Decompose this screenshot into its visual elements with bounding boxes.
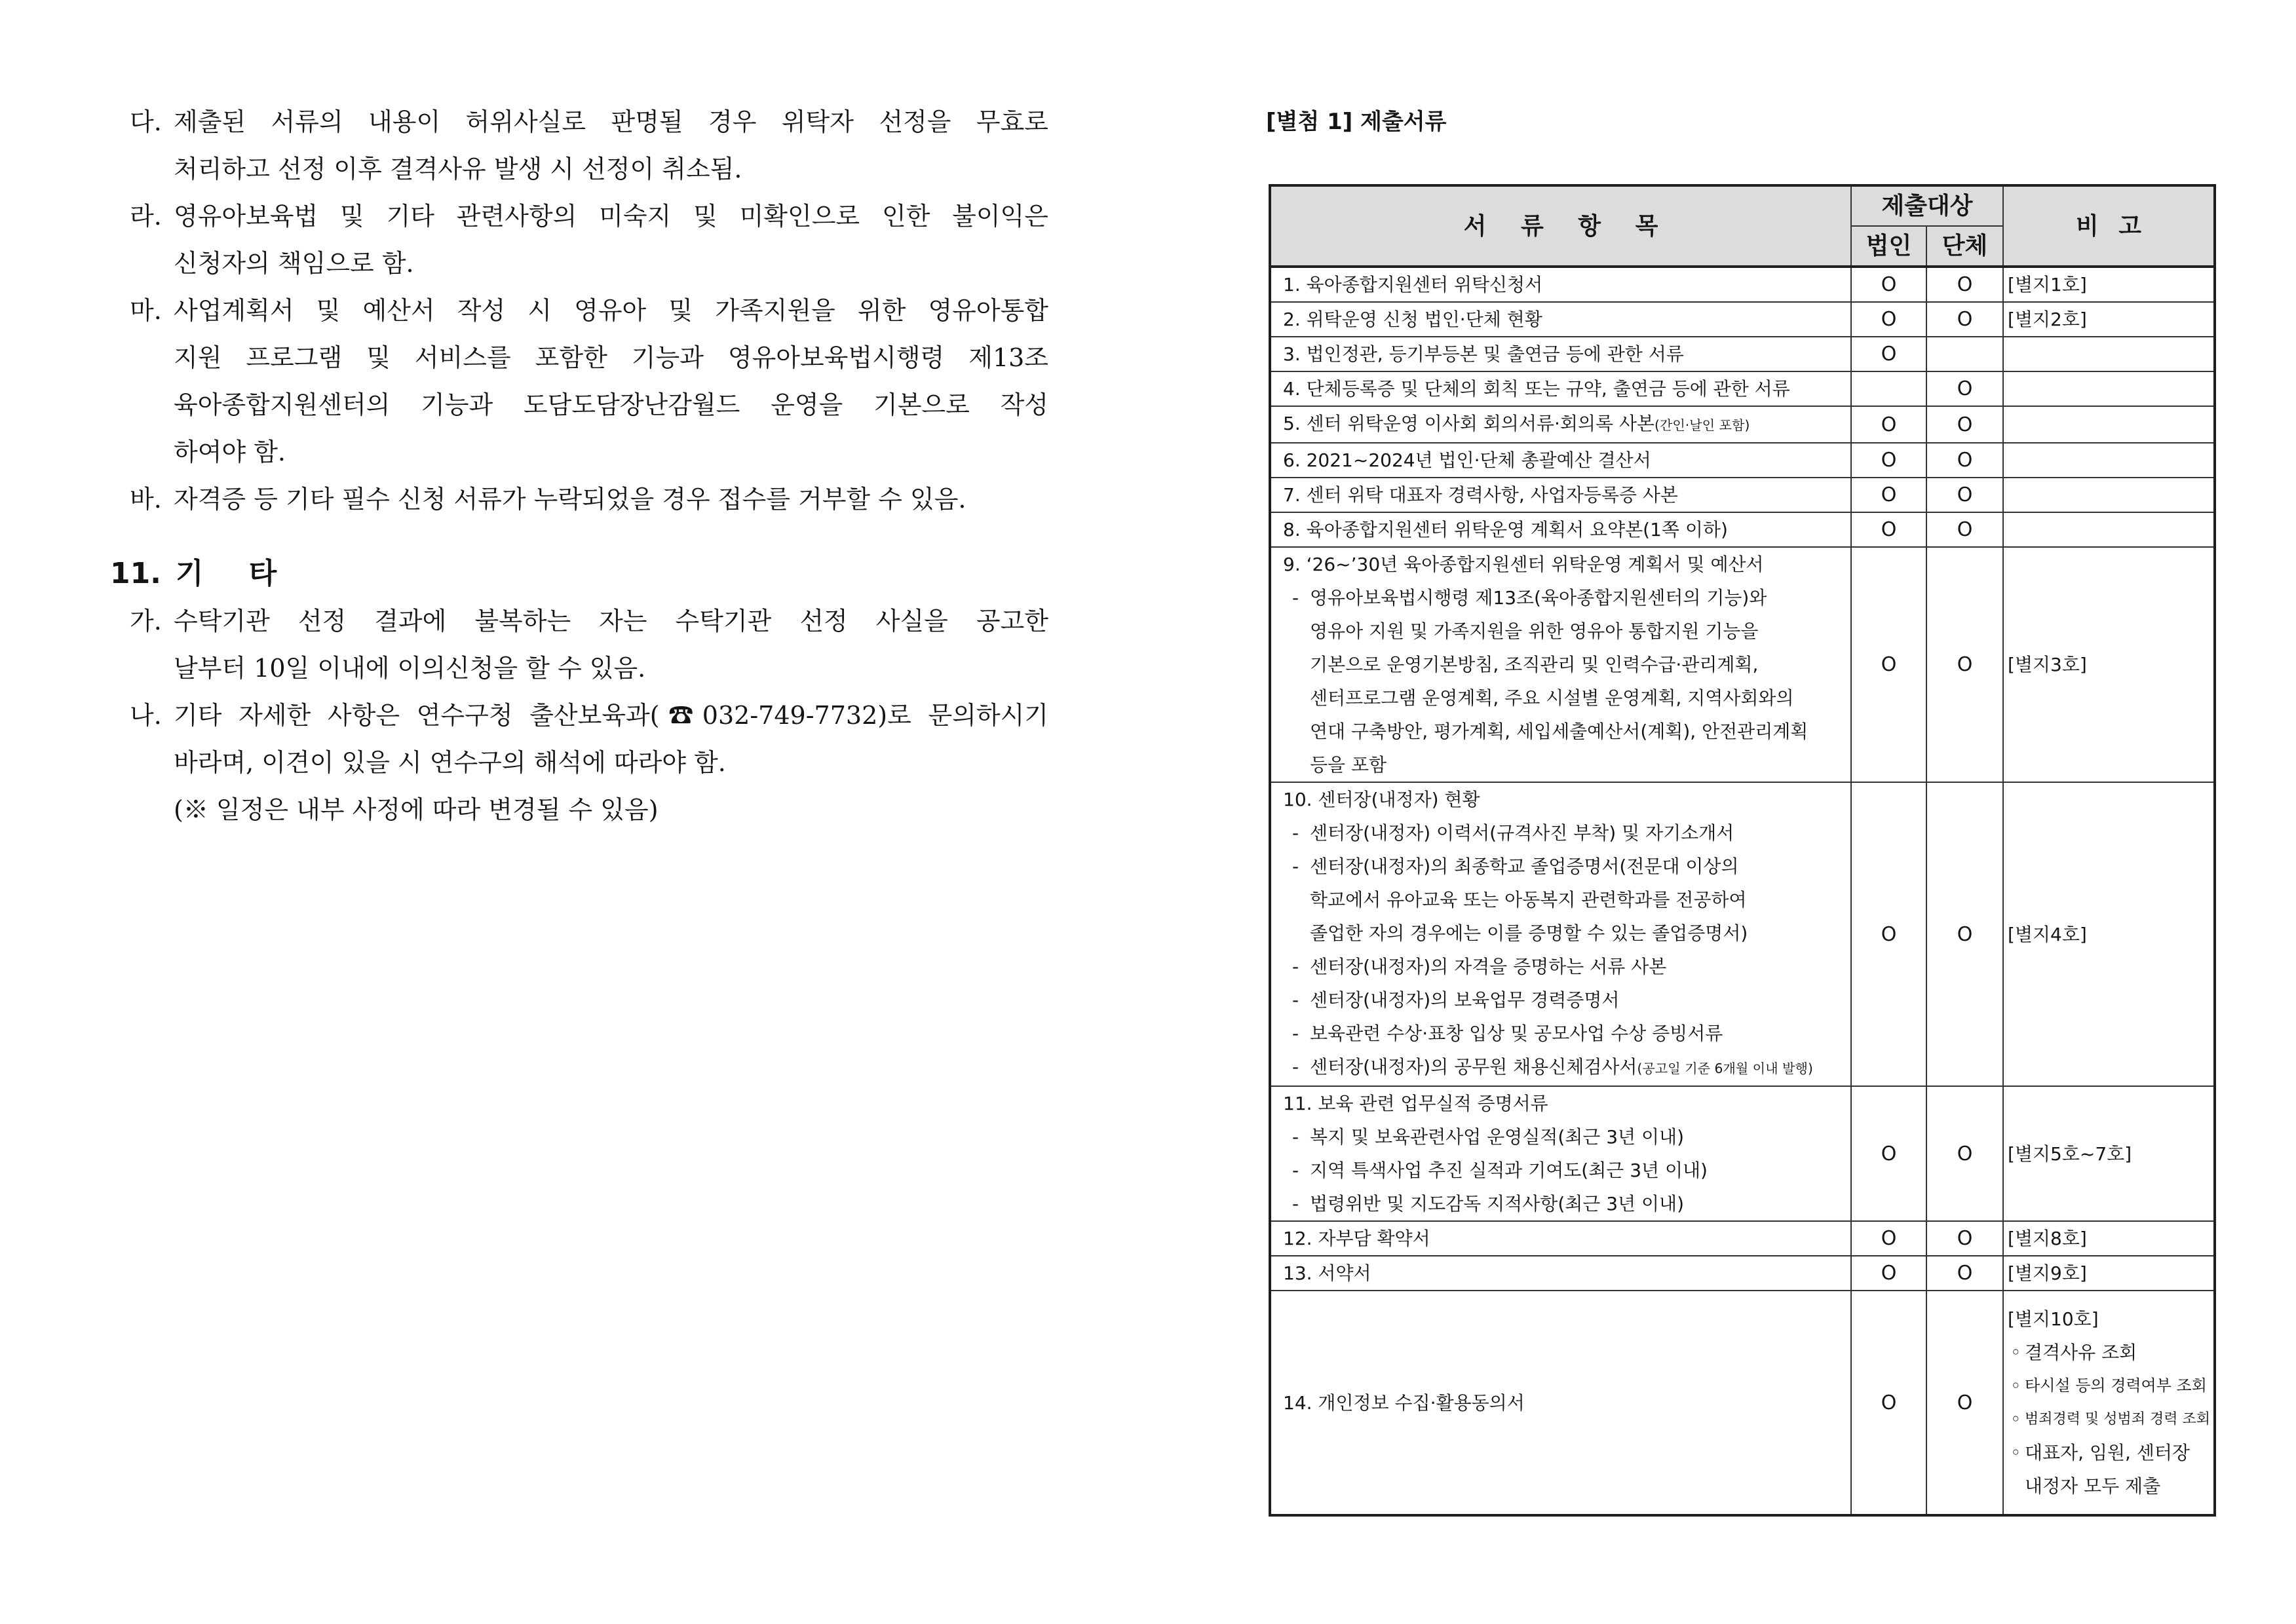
cell-item: [1270, 443, 1851, 478]
cell-item: [1270, 1086, 1851, 1221]
cell-note: [2003, 1256, 2215, 1291]
cell-corp: O: [1851, 443, 1926, 478]
cell-line: 지역 특색사업 추진 실적과 기여도(최근 3년 이내): [1310, 1160, 1708, 1181]
cell-line: [별지3호]: [2008, 654, 2087, 675]
bullet-text: [1310, 983, 1846, 1017]
cell-item: [1270, 512, 1851, 547]
table-row: [1270, 478, 2215, 512]
cell-line: 6. 2021~2024년 법인·단체 총괄예산 결산서: [1283, 449, 1651, 471]
cell-corp: [1851, 371, 1926, 406]
bullet-mark: -: [1292, 822, 1299, 844]
section-number: 11.: [110, 557, 161, 590]
cell-group: O: [1926, 1221, 2003, 1256]
cell-line: 센터장(내정자) 이력서(규격사진 부착) 및 자기소개서: [1310, 822, 1734, 844]
bullet-item: [1292, 1187, 1846, 1220]
table-row: [1270, 267, 2215, 302]
cell-line-text: 센터장(내정자)의 공무원 채용신체검사서: [1310, 1056, 1637, 1078]
table-body: [1270, 267, 2215, 1515]
cell-line: 등을 포함: [1310, 754, 1387, 776]
header-corp: 법인: [1851, 226, 1926, 267]
bullet-mark: -: [1292, 1023, 1299, 1044]
header-item: 서 류 항 목: [1270, 185, 1851, 267]
bullet-mark: ◦: [2010, 1342, 2021, 1363]
cell-line-small: (공고일 기준 6개월 이내 발행): [1637, 1061, 1813, 1076]
bullet-item: [1292, 1017, 1846, 1050]
bullet-text: [1310, 850, 1846, 950]
cell-note: [2003, 512, 2215, 547]
cell-line-small: (간인·날인 포함): [1654, 417, 1750, 433]
table-row: [1270, 406, 2215, 443]
table-row: [1270, 1291, 2215, 1515]
item-line: 자격증 등 기타 필수 신청 서류가 누락되었을 경우 접수를 거부할 수 있음.: [174, 485, 966, 514]
bullet-mark: ◦: [2010, 1408, 2021, 1430]
item-body: [174, 287, 1048, 476]
bullet-mark: ◦: [2010, 1375, 2021, 1397]
cell-line: 영유아 지원 및 가족지원을 위한 영유아 통합지원 기능을: [1310, 620, 1759, 642]
cell-note: [2003, 371, 2215, 406]
cell-note: [2003, 1086, 2215, 1221]
bullet-mark: -: [1292, 989, 1299, 1011]
cell-line: 3. 법인정관, 등기부등본 및 출연금 등에 관한 서류: [1283, 343, 1684, 365]
item-line: 처리하고 선정 이후 결격사유 발생 시 선정이 취소됨.: [174, 155, 742, 183]
cell-line: 범죄경력 및 성범죄 경력 조회: [2025, 1411, 2211, 1427]
item-line: 날부터 10일 이내에 이의신청을 할 수 있음.: [174, 654, 646, 683]
table-header: [1270, 185, 2215, 267]
cell-note: [2003, 443, 2215, 478]
left-column: [110, 98, 1048, 833]
cell-note: [2003, 302, 2215, 337]
cell-note: [2003, 782, 2215, 1086]
section-title: 기 타: [175, 557, 277, 590]
table-row: [1270, 302, 2215, 337]
cell-note: [2003, 547, 2215, 782]
item-line: 영유아보육법 및 기타 관련사항의 미숙지 및 미확인으로 인한 불이익은: [174, 202, 1048, 231]
bullet-mark: -: [1292, 856, 1299, 877]
cell-group: O: [1926, 782, 2003, 1086]
table-row: [1270, 371, 2215, 406]
table-row: [1270, 443, 2215, 478]
item-marker: 바.: [130, 485, 162, 514]
cell-line: [별지9호]: [2008, 1262, 2087, 1284]
cell-corp: O: [1851, 406, 1926, 443]
header-note: 비 고: [2003, 185, 2215, 267]
bullet-mark: -: [1292, 1056, 1299, 1078]
bullet-item: [1292, 850, 1846, 950]
bullet-item: [1292, 1154, 1846, 1187]
cell-line: 12. 자부담 확약서: [1283, 1228, 1430, 1249]
bullet-text: [1310, 581, 1846, 782]
item-line: 신청자의 책임으로 함.: [174, 249, 414, 278]
cell-group: O: [1926, 406, 2003, 443]
cell-item: [1270, 782, 1851, 1086]
cell-item: [1270, 337, 1851, 371]
cell-note: [2003, 1291, 2215, 1515]
list-item: [110, 692, 1048, 833]
cell-corp: O: [1851, 1291, 1926, 1515]
bullet-text: [2025, 1369, 2211, 1403]
bullet-item: [1292, 983, 1846, 1017]
bullet-item: [2010, 1403, 2211, 1436]
cell-group: O: [1926, 478, 2003, 512]
cell-line: 1. 육아종합지원센터 위탁신청서: [1283, 274, 1543, 295]
cell-line: 센터프로그램 운영계획, 주요 시설별 운영계획, 지역사회와의: [1310, 687, 1794, 709]
cell-line: 11. 보육 관련 업무실적 증명서류: [1283, 1093, 1548, 1114]
cell-item: [1270, 478, 1851, 512]
cell-line: 영유아보육법시행령 제13조(육아종합지원센터의 기능)와: [1310, 587, 1767, 609]
table-row: [1270, 547, 2215, 782]
cell-corp: O: [1851, 337, 1926, 371]
item-line: 사업계획서 및 예산서 작성 시 영유아 및 가족지원을 위한 영유아통합: [174, 296, 1048, 325]
cell-note: [2003, 337, 2215, 371]
bullet-text: [1310, 1120, 1846, 1154]
cell-line: 타시설 등의 경력여부 조회: [2025, 1376, 2207, 1395]
cell-line: 14. 개인정보 수집·활용동의서: [1283, 1391, 1525, 1414]
item-marker: 가.: [130, 607, 162, 635]
cell-line-text: 5. 센터 위탁운영 이사회 회의서류·회의록 사본: [1283, 413, 1655, 434]
cell-item: [1270, 371, 1851, 406]
section-heading: [110, 550, 1048, 597]
cell-item: [1270, 547, 1851, 782]
bullet-text: [1310, 1187, 1846, 1220]
bullet-mark: -: [1292, 587, 1299, 609]
cell-line: 법령위반 및 지도감독 지적사항(최근 3년 이내): [1310, 1193, 1685, 1215]
item-line: 기타 자세한 사항은 연수구청 출산보육과(☎032-749-7732)로 문의하시기: [174, 701, 1048, 730]
cell-line: 보육관련 수상·표창 입상 및 공모사업 수상 증빙서류: [1310, 1023, 1723, 1044]
item-body: [174, 476, 1048, 523]
header-group: 단체: [1926, 226, 2003, 267]
cell-corp: O: [1851, 267, 1926, 302]
cell-item: [1270, 1291, 1851, 1515]
item-line: 바라며, 이견이 있을 시 연수구의 해석에 따라야 함.: [174, 748, 726, 777]
cell-note: [2003, 478, 2215, 512]
bullet-item: [1292, 581, 1846, 782]
list-item: [110, 476, 1048, 523]
bullet-text: [1310, 950, 1846, 983]
item-line: 지원 프로그램 및 서비스를 포함한 기능과 영유아보육법시행령 제13조: [174, 343, 1048, 372]
table-row: [1270, 1256, 2215, 1291]
cell-line: 대표자, 임원, 센터장: [2025, 1442, 2191, 1463]
bullet-text: [2025, 1403, 2211, 1436]
table-row: [1270, 1221, 2215, 1256]
list-item: [110, 597, 1048, 692]
table-row: [1270, 782, 2215, 1086]
cell-line: [별지4호]: [2008, 923, 2087, 945]
table-row: [1270, 1086, 2215, 1221]
cell-corp: O: [1851, 1221, 1926, 1256]
cell-line: [1283, 407, 1846, 442]
item-note: (※ 일정은 내부 사정에 따라 변경될 수 있음): [174, 795, 659, 824]
cell-line: 센터장(내정자)의 자격을 증명하는 서류 사본: [1310, 956, 1667, 977]
attachment-title: [별첨 1] 제출서류: [1266, 109, 1447, 135]
cell-corp: O: [1851, 782, 1926, 1086]
bullet-item: [1292, 816, 1846, 850]
item-line: 하여야 함.: [174, 438, 286, 466]
bullet-item: [1292, 950, 1846, 983]
cell-group: O: [1926, 1256, 2003, 1291]
cell-line: 7. 센터 위탁 대표자 경력사항, 사업자등록증 사본: [1283, 484, 1678, 506]
bullet-mark: ◦: [2010, 1442, 2021, 1463]
cell-item: [1270, 267, 1851, 302]
cell-line: 학교에서 유아교육 또는 아동복지 관련학과를 전공하여: [1310, 889, 1747, 911]
item-marker: 나.: [130, 701, 162, 730]
cell-line: 연대 구축방안, 평가계획, 세입세출예산서(계획), 안전관리계획: [1310, 721, 1808, 742]
table-row: [1270, 337, 2215, 371]
list-item: [110, 193, 1048, 287]
item-body: [174, 597, 1048, 692]
item-body: [174, 193, 1048, 287]
cell-line: [1310, 1050, 1846, 1086]
cell-line: [별지10호]: [2008, 1308, 2099, 1330]
cell-group: O: [1926, 1291, 2003, 1515]
requirements-list: [110, 98, 1048, 523]
cell-item: [1270, 302, 1851, 337]
item-line: 수탁기관 선정 결과에 불복하는 자는 수탁기관 선정 사실을 공고한: [174, 607, 1048, 635]
bullet-text: [2025, 1436, 2211, 1503]
cell-group: O: [1926, 547, 2003, 782]
cell-note: [2003, 406, 2215, 443]
cell-group: O: [1926, 1086, 2003, 1221]
cell-line: 결격사유 조회: [2025, 1342, 2137, 1363]
cell-group: O: [1926, 443, 2003, 478]
cell-line: 2. 위탁운영 신청 법인·단체 현황: [1283, 309, 1542, 330]
cell-line: [별지8호]: [2008, 1228, 2087, 1249]
cell-corp: O: [1851, 512, 1926, 547]
cell-line: 내정자 모두 제출: [2025, 1475, 2161, 1497]
bullet-mark: -: [1292, 1193, 1299, 1215]
cell-corp: O: [1851, 478, 1926, 512]
item-line: 제출된 서류의 내용이 허위사실로 판명될 경우 위탁자 선정을 무효로: [174, 107, 1048, 136]
item-marker: 라.: [130, 202, 162, 231]
bullet-text: [1310, 1017, 1846, 1050]
cell-corp: O: [1851, 302, 1926, 337]
bullet-text: [1310, 1154, 1846, 1187]
bullet-text: [1310, 1050, 1846, 1086]
cell-note: [2003, 267, 2215, 302]
cell-group: O: [1926, 512, 2003, 547]
bullet-item: [2010, 1436, 2211, 1503]
cell-note: [2003, 1221, 2215, 1256]
cell-line: 복지 및 보육관련사업 운영실적(최근 3년 이내): [1310, 1126, 1685, 1148]
item-marker: 다.: [130, 107, 162, 136]
cell-line: 졸업한 자의 경우에는 이를 증명할 수 있는 졸업증명서): [1310, 922, 1748, 944]
bullet-text: [1310, 816, 1846, 850]
cell-line: 8. 육아종합지원센터 위탁운영 계획서 요약본(1쪽 이하): [1283, 519, 1728, 540]
item-marker: 마.: [130, 296, 162, 325]
bullet-mark: -: [1292, 956, 1299, 977]
cell-group: O: [1926, 302, 2003, 337]
cell-corp: O: [1851, 1256, 1926, 1291]
header-row: [1270, 185, 2215, 226]
item-line: 육아종합지원센터의 기능과 도담도담장난감월드 운영을 기본으로 작성: [174, 390, 1048, 419]
cell-line: [별지2호]: [2008, 309, 2087, 330]
table-row: [1270, 512, 2215, 547]
cell-item: [1270, 1221, 1851, 1256]
bullet-mark: -: [1292, 1126, 1299, 1148]
bullet-item: [2010, 1336, 2211, 1369]
item-body: [174, 692, 1048, 833]
cell-item: [1270, 1256, 1851, 1291]
cell-line: 9. ‘26~’30년 육아종합지원센터 위탁운영 계획서 및 예산서: [1283, 554, 1764, 575]
bullet-text: [2025, 1336, 2211, 1369]
list-item: [110, 98, 1048, 193]
cell-corp: O: [1851, 547, 1926, 782]
bullet-item: [1292, 1050, 1846, 1086]
cell-line: 4. 단체등록증 및 단체의 회칙 또는 규약, 출연금 등에 관한 서류: [1283, 378, 1790, 400]
cell-line: 10. 센터장(내정자) 현황: [1283, 789, 1480, 810]
item-body: [174, 98, 1048, 193]
bullet-mark: -: [1292, 1160, 1299, 1181]
cell-line: [별지5호~7호]: [2008, 1142, 2132, 1165]
cell-group: O: [1926, 267, 2003, 302]
cell-line: 13. 서약서: [1283, 1262, 1371, 1284]
cell-group: O: [1926, 371, 2003, 406]
section-list: [110, 597, 1048, 833]
cell-line: 기본으로 운영기본방침, 조직관리 및 인력수급·관리계획,: [1310, 654, 1759, 675]
cell-line: 센터장(내정자)의 최종학교 졸업증명서(전문대 이상의: [1310, 856, 1739, 877]
cell-group: [1926, 337, 2003, 371]
cell-line: [별지1호]: [2008, 274, 2087, 295]
cell-item: [1270, 406, 1851, 443]
cell-line: 센터장(내정자)의 보육업무 경력증명서: [1310, 989, 1620, 1011]
bullet-item: [1292, 1120, 1846, 1154]
cell-corp: O: [1851, 1086, 1926, 1221]
list-item: [110, 287, 1048, 476]
submission-documents-table: [1269, 184, 2216, 1517]
bullet-item: [2010, 1369, 2211, 1403]
header-target: 제출대상: [1851, 185, 2003, 226]
